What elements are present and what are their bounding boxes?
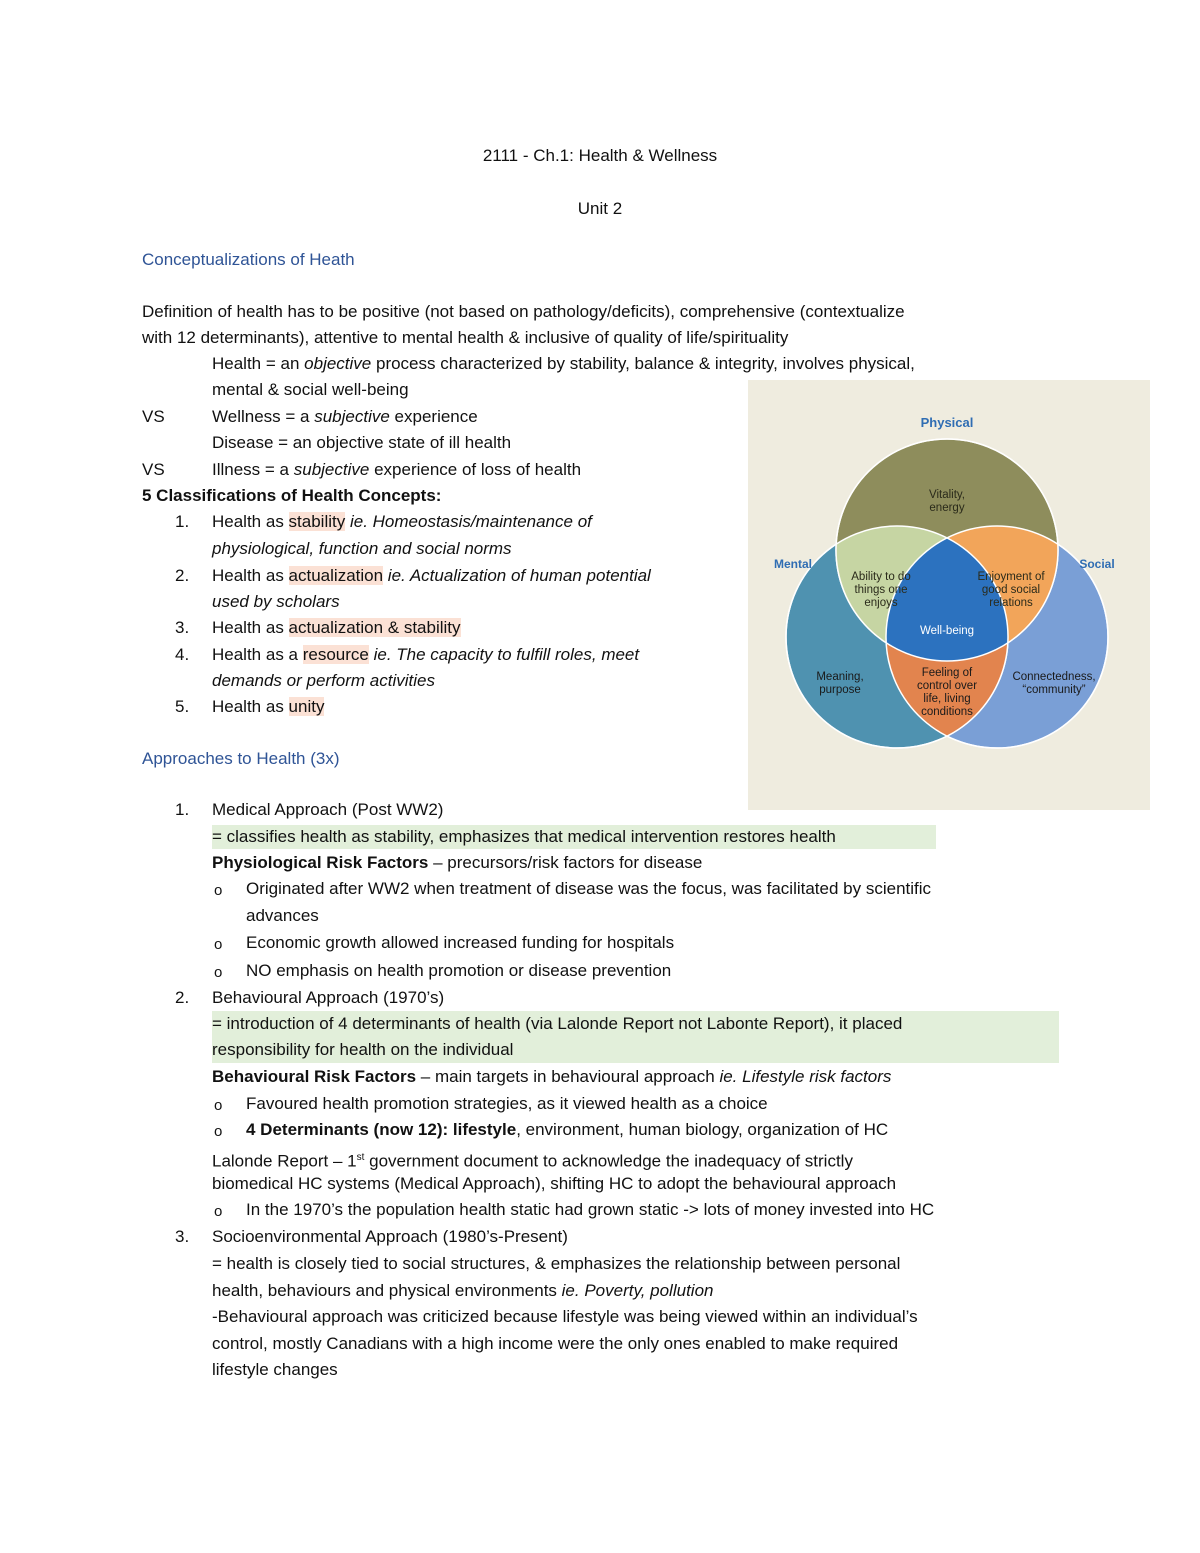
document-title: 2111 - Ch.1: Health & Wellness bbox=[482, 146, 718, 165]
venn-connectedness: Connectedness, “community” bbox=[1012, 671, 1096, 696]
risk-factors-line: Behavioural Risk Factors – main targets in behavioural approach ie. Lifestyle risk factors bbox=[212, 1067, 892, 1086]
list-number: 1. bbox=[175, 800, 190, 819]
wellbeing-venn-figure bbox=[748, 380, 1150, 810]
list-number: 3. bbox=[175, 618, 190, 637]
disease-definition: Disease = an objective state of ill health bbox=[212, 433, 512, 452]
venn-ability: Ability to do things one enjoys bbox=[851, 571, 911, 609]
criticism-line: -Behavioural approach was criticized because lifestyle was being viewed within an individual’s bbox=[212, 1307, 918, 1326]
approach-title: Behavioural Approach (1970’s) bbox=[212, 988, 445, 1007]
vs-label: VS bbox=[142, 407, 165, 426]
list-number: 3. bbox=[175, 1227, 190, 1246]
approach-title: Medical Approach (Post WW2) bbox=[212, 800, 444, 819]
approach-definition-cont: health, behaviours and physical environments ie. Poverty, pollution bbox=[212, 1281, 714, 1300]
list-item-cont: physiological, function and social norms bbox=[212, 539, 512, 558]
list-item: Health as actualization & stability bbox=[212, 618, 461, 637]
list-item: Health as stability ie. Homeostasis/maintenance of bbox=[212, 512, 592, 531]
lalonde-report-line: Lalonde Report – 1st government document to acknowledge the inadequacy of strictly bbox=[212, 1151, 853, 1171]
approach-definition: = introduction of 4 determinants of health (via Lalonde Report not Labonte Report), it placed bbox=[212, 1014, 903, 1033]
bullet-item: In the 1970’s the population health static had grown static -> lots of money invested into HC bbox=[246, 1200, 935, 1219]
bullet-marker: o bbox=[214, 1203, 223, 1220]
unit-label: Unit 2 bbox=[577, 199, 623, 218]
approach-definition: = classifies health as stability, emphasizes that medical intervention restores health bbox=[212, 827, 836, 846]
bullet-item: NO emphasis on health promotion or disease prevention bbox=[246, 961, 672, 980]
list-item-cont: used by scholars bbox=[212, 592, 340, 611]
list-number: 5. bbox=[175, 697, 190, 716]
list-number: 2. bbox=[175, 566, 190, 585]
list-number: 1. bbox=[175, 512, 190, 531]
venn-label-physical: Physical bbox=[920, 415, 974, 430]
section-heading-conceptualizations: Conceptualizations of Heath bbox=[142, 250, 355, 269]
approach-definition-cont: responsibility for health on the individual bbox=[212, 1040, 514, 1059]
illness-definition: Illness = a subjective experience of loss of health bbox=[212, 460, 582, 479]
bullet-item: Favoured health promotion strategies, as it viewed health as a choice bbox=[246, 1094, 768, 1113]
intro-line-1: Definition of health has to be positive (not based on pathology/deficits), comprehensive (contextualize bbox=[142, 302, 905, 321]
bullet-marker: o bbox=[214, 1123, 223, 1140]
venn-label-social: Social bbox=[1079, 557, 1115, 571]
lalonde-report-line-cont: biomedical HC systems (Medical Approach), shifting HC to adopt the behavioural approach bbox=[212, 1174, 897, 1193]
venn-diagram bbox=[748, 380, 1150, 810]
venn-meaning: Meaning, purpose bbox=[816, 671, 864, 696]
list-item: Health as a resource ie. The capacity to fulfill roles, meet bbox=[212, 645, 640, 664]
bullet-marker: o bbox=[214, 936, 223, 953]
venn-wellbeing: Well-being bbox=[919, 625, 975, 637]
list-item: Health as unity bbox=[212, 697, 325, 716]
risk-factors-line: Physiological Risk Factors – precursors/risk factors for disease bbox=[212, 853, 703, 872]
health-definition: Health = an objective process characterized by stability, balance & integrity, involves physical, bbox=[212, 354, 915, 373]
venn-vitality: Vitality, energy bbox=[928, 489, 966, 514]
intro-line-2: with 12 determinants), attentive to mental health & inclusive of quality of life/spirituality bbox=[142, 328, 789, 347]
bullet-marker: o bbox=[214, 1097, 223, 1114]
venn-enjoyment: Enjoyment of good social relations bbox=[977, 571, 1045, 609]
venn-label-mental: Mental bbox=[773, 557, 813, 571]
bullet-item-cont: advances bbox=[246, 906, 319, 925]
list-item-cont: demands or perform activities bbox=[212, 671, 435, 690]
health-definition-cont: mental & social well-being bbox=[212, 380, 409, 399]
wellness-definition: Wellness = a subjective experience bbox=[212, 407, 478, 426]
bullet-item: Economic growth allowed increased funding for hospitals bbox=[246, 933, 675, 952]
list-item: Health as actualization ie. Actualization of human potential bbox=[212, 566, 651, 585]
criticism-line-cont: control, mostly Canadians with a high income were the only ones enabled to make required bbox=[212, 1334, 899, 1353]
list-number: 2. bbox=[175, 988, 190, 1007]
vs-label: VS bbox=[142, 460, 165, 479]
approach-definition: = health is closely tied to social structures, & emphasizes the relationship between personal bbox=[212, 1254, 901, 1273]
bullet-marker: o bbox=[214, 964, 223, 981]
approach-title: Socioenvironmental Approach (1980’s-Present) bbox=[212, 1227, 568, 1246]
section-heading-approaches: Approaches to Health (3x) bbox=[142, 749, 340, 768]
venn-feeling: Feeling of control over life, living conditions bbox=[916, 667, 978, 718]
bullet-marker: o bbox=[214, 882, 223, 899]
bullet-item: Originated after WW2 when treatment of disease was the focus, was facilitated by scientific bbox=[246, 879, 932, 898]
criticism-line-cont: lifestyle changes bbox=[212, 1360, 338, 1379]
bullet-item: 4 Determinants (now 12): lifestyle, environment, human biology, organization of HC bbox=[246, 1120, 889, 1139]
classifications-heading: 5 Classifications of Health Concepts: bbox=[142, 486, 442, 505]
list-number: 4. bbox=[175, 645, 190, 664]
